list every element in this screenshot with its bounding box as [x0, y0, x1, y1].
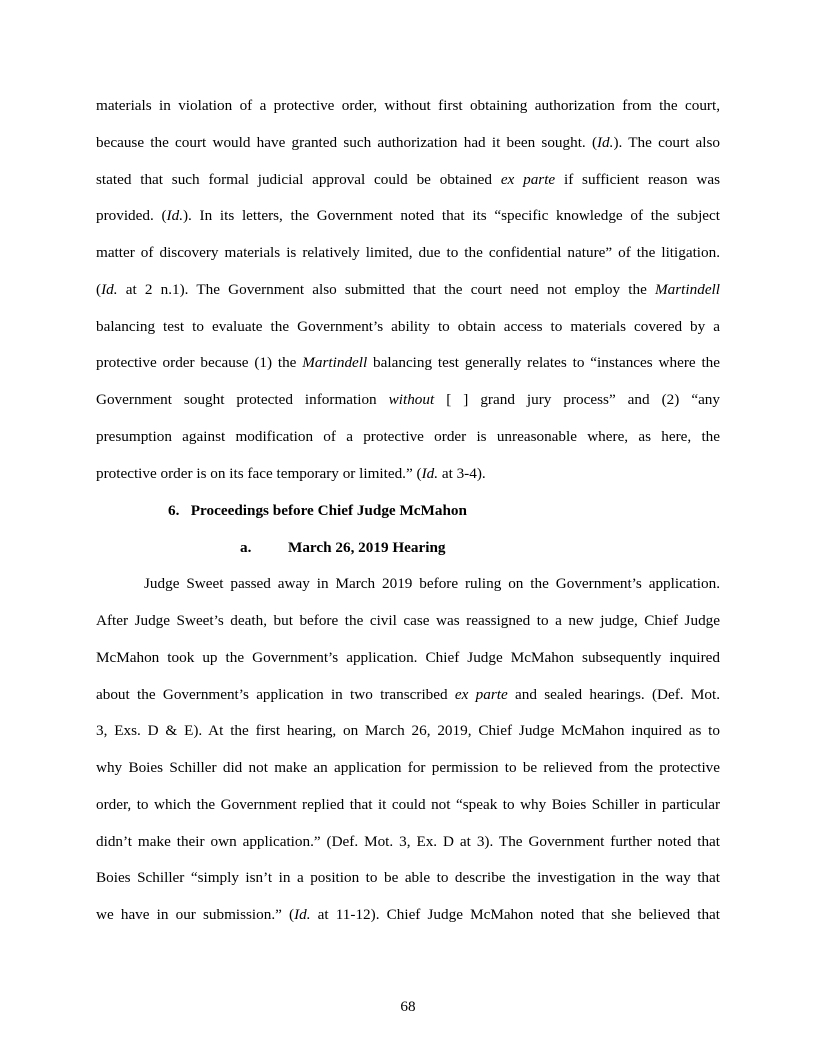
body-line: After Judge Sweet’s death, but before the civil case was reassigned to a new judge, Chief Judge [96, 612, 720, 629]
body-line: protective order because (1) the Martindell balancing test generally relates to “instances where the [96, 354, 721, 371]
subsection-title: March 26, 2019 Hearing [288, 539, 446, 556]
body-line: Boies Schiller “simply isn’t in a position to be able to describe the investigation in the way that [96, 869, 720, 886]
body-line: matter of discovery materials is relatively limited, due to the confidential nature” of the litigation. [96, 244, 720, 261]
body-line: materials in violation of a protective order, without first obtaining authorization from the court, [96, 97, 720, 114]
body-line: provided. (Id.). In its letters, the Government noted that its “specific knowledge of the subject [96, 207, 720, 224]
body-line: why Boies Schiller did not make an application for permission to be relieved from the protective [96, 759, 720, 776]
body-line: presumption against modification of a protective order is unreasonable where, as here, the [96, 428, 720, 445]
page-number: 68 [400, 998, 416, 1015]
body-line: we have in our submission.” (Id. at 11-12). Chief Judge McMahon noted that she believed that [96, 906, 721, 923]
body-line: (Id. at 2 n.1). The Government also submitted that the court need not employ the Martindell [96, 281, 720, 298]
body-line: because the court would have granted such authorization had it been sought. (Id.). The court also [96, 134, 720, 151]
body-line: order, to which the Government replied that it could not “speak to why Boies Schiller in particular [96, 796, 720, 813]
body-line: about the Government’s application in two transcribed ex parte and sealed hearings. (Def. Mot. [96, 686, 720, 703]
body-line: balancing test to evaluate the Government’s ability to obtain access to materials covered by a [96, 318, 720, 335]
body-line: Government sought protected information without [ ] grand jury process” and (2) “any [96, 391, 720, 408]
body-line: McMahon took up the Government’s application. Chief Judge McMahon subsequently inquired [96, 649, 720, 666]
subsection-label: a. [240, 539, 252, 556]
body-line: protective order is on its face temporary or limited.” (Id. at 3-4). [96, 465, 486, 482]
body-line: Judge Sweet passed away in March 2019 before ruling on the Government’s application. [144, 575, 720, 592]
section-heading: 6. Proceedings before Chief Judge McMahon [168, 502, 467, 519]
body-line: 3, Exs. D & E). At the first hearing, on March 26, 2019, Chief Judge McMahon inquired as to [96, 722, 720, 739]
body-line: stated that such formal judicial approval could be obtained ex parte if sufficient reason was [96, 171, 720, 188]
body-line: didn’t make their own application.” (Def. Mot. 3, Ex. D at 3). The Government further noted that [96, 833, 720, 850]
